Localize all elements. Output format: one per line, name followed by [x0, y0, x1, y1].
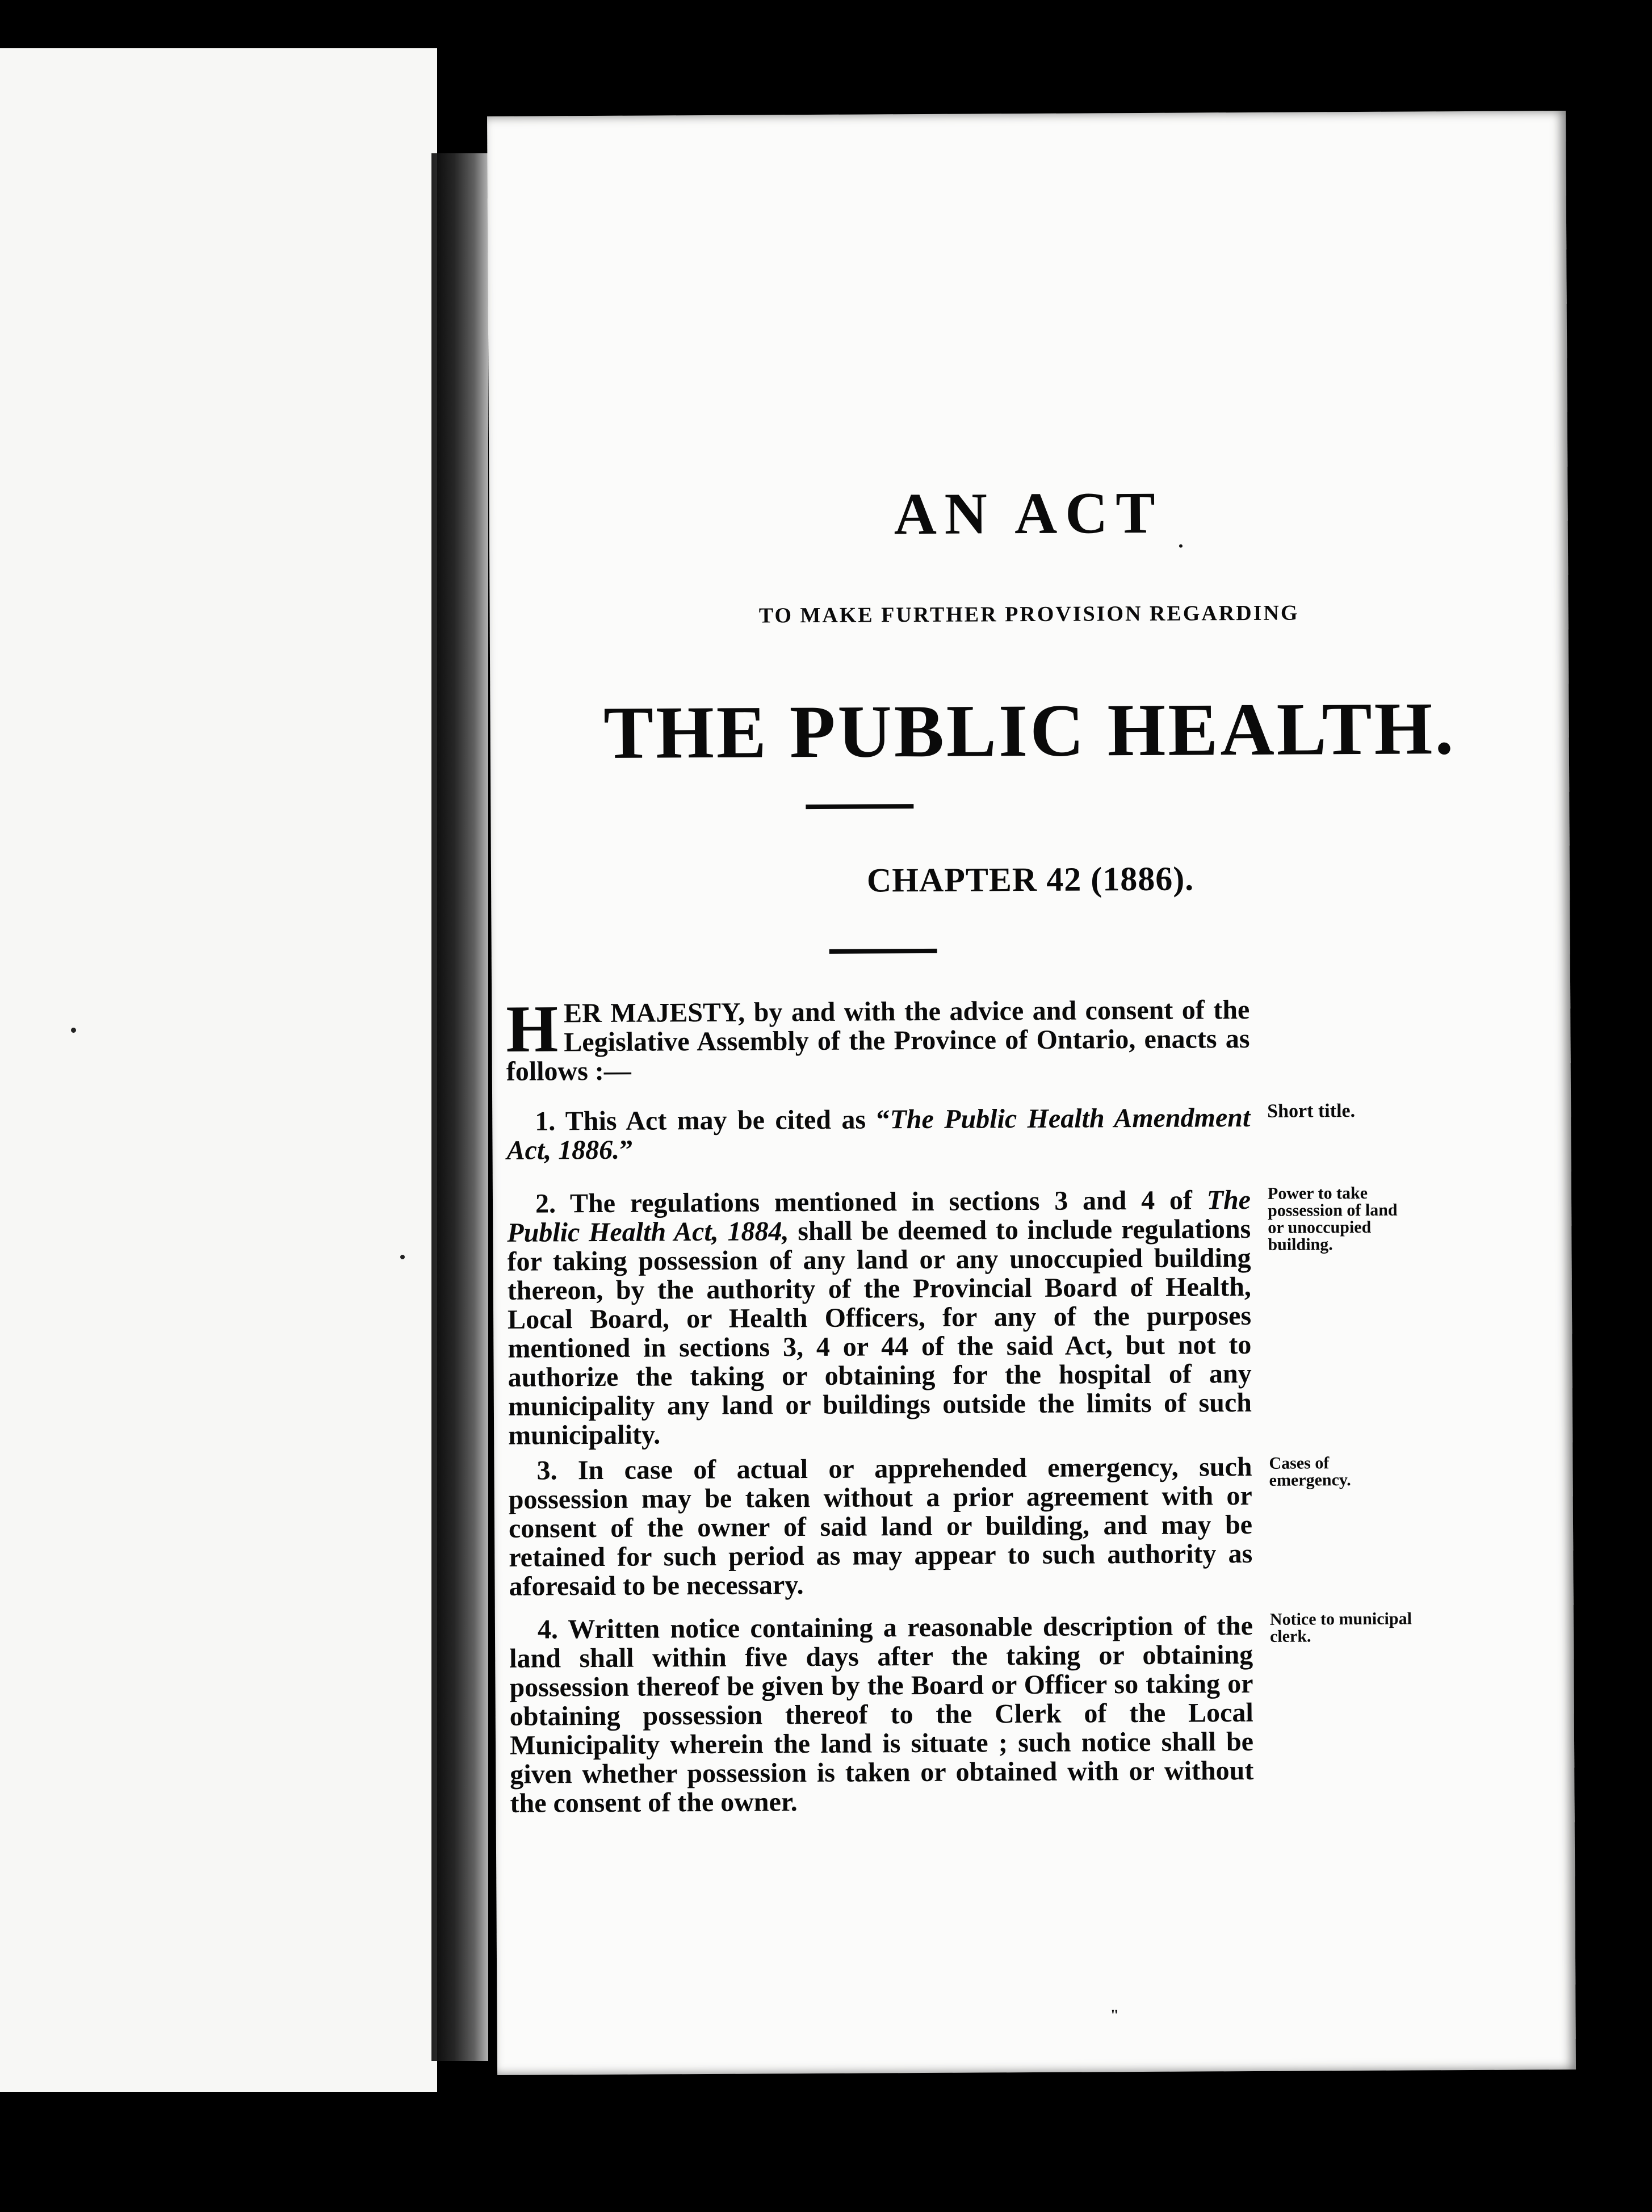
signature-mark: " [1110, 2006, 1119, 2025]
chapter-divider [829, 949, 937, 954]
margin-note-power-to-take: Power to take possession of land or unoccupied building. [1267, 1183, 1398, 1254]
section-4 [509, 1611, 1254, 1818]
section-text: This Act may be cited as “ [565, 1104, 890, 1137]
enacting-clause-text: ER MAJESTY, by and with the advice and consent of the Legislative Assembly of the Province of Ontario, enacts as follows :— [506, 994, 1250, 1087]
enacting-clause [506, 991, 1250, 1087]
chapter-heading: CHAPTER 42 (1886). [866, 860, 1194, 899]
section-2 [507, 1185, 1252, 1450]
page-gutter [431, 153, 488, 2061]
act-title: THE PUBLIC HEALTH. [603, 686, 1456, 774]
section-number: 3. [536, 1455, 557, 1486]
margin-note-notice: Notice to municipal clerk. [1269, 1609, 1412, 1646]
left-endpaper [0, 48, 437, 2092]
document-page [487, 111, 1576, 2075]
section-text-end: ” [619, 1134, 634, 1165]
speck [1179, 544, 1183, 548]
section-1 [506, 1103, 1251, 1165]
act-subheading: TO MAKE FURTHER PROVISION REGARDING [758, 601, 1299, 628]
section-number: 2. [535, 1188, 556, 1219]
section-text: The regulations mentioned in sections 3 and 4 of [569, 1185, 1207, 1219]
section-text-end: shall be deemed to include regulations for taking possession of any land or any unoccupied building thereon, by the authority of the Provincial Board of Health, Local Board, or Health Officers, for any of the purposes mentioned in sections 3, 4 or 44 of the said Act, but not to authorize the taking or obtaining for the hospital of any municipality any land or buildings outside the limits of such municipality. [507, 1213, 1252, 1451]
section-text: In case of actual or apprehended emergency, such possession may be taken without a prior agreement with or consent of the owner of said land or building, and may be retained for such period as may appear to such authority as aforesaid to be necessary. [508, 1451, 1253, 1602]
section-3 [508, 1452, 1252, 1601]
speck [400, 1255, 405, 1259]
margin-note-emergency: Cases of emergency. [1269, 1453, 1351, 1490]
section-citation: The Public Health Act, 1884, [507, 1184, 1251, 1248]
section-number: 1. [535, 1106, 556, 1137]
drop-cap: H [506, 991, 559, 1066]
section-citation: The Public Health Amendment Act, 1886. [506, 1102, 1251, 1166]
section-number: 4. [537, 1614, 559, 1645]
title-divider [806, 804, 913, 809]
margin-note-short-title: Short title. [1267, 1100, 1356, 1122]
section-text: Written notice containing a reasonable description of the land shall within five days after the taking or obtaining possession thereof be given by the Board or Officer so taking or obtaining possession thereof to the Clerk of the Local Municipality wherein the land is situate ; such notice shall be given whether possession is taken or obtained with or without the consent of the owner. [509, 1610, 1254, 1819]
act-heading: AN ACT [894, 480, 1164, 547]
speck [71, 1028, 76, 1033]
